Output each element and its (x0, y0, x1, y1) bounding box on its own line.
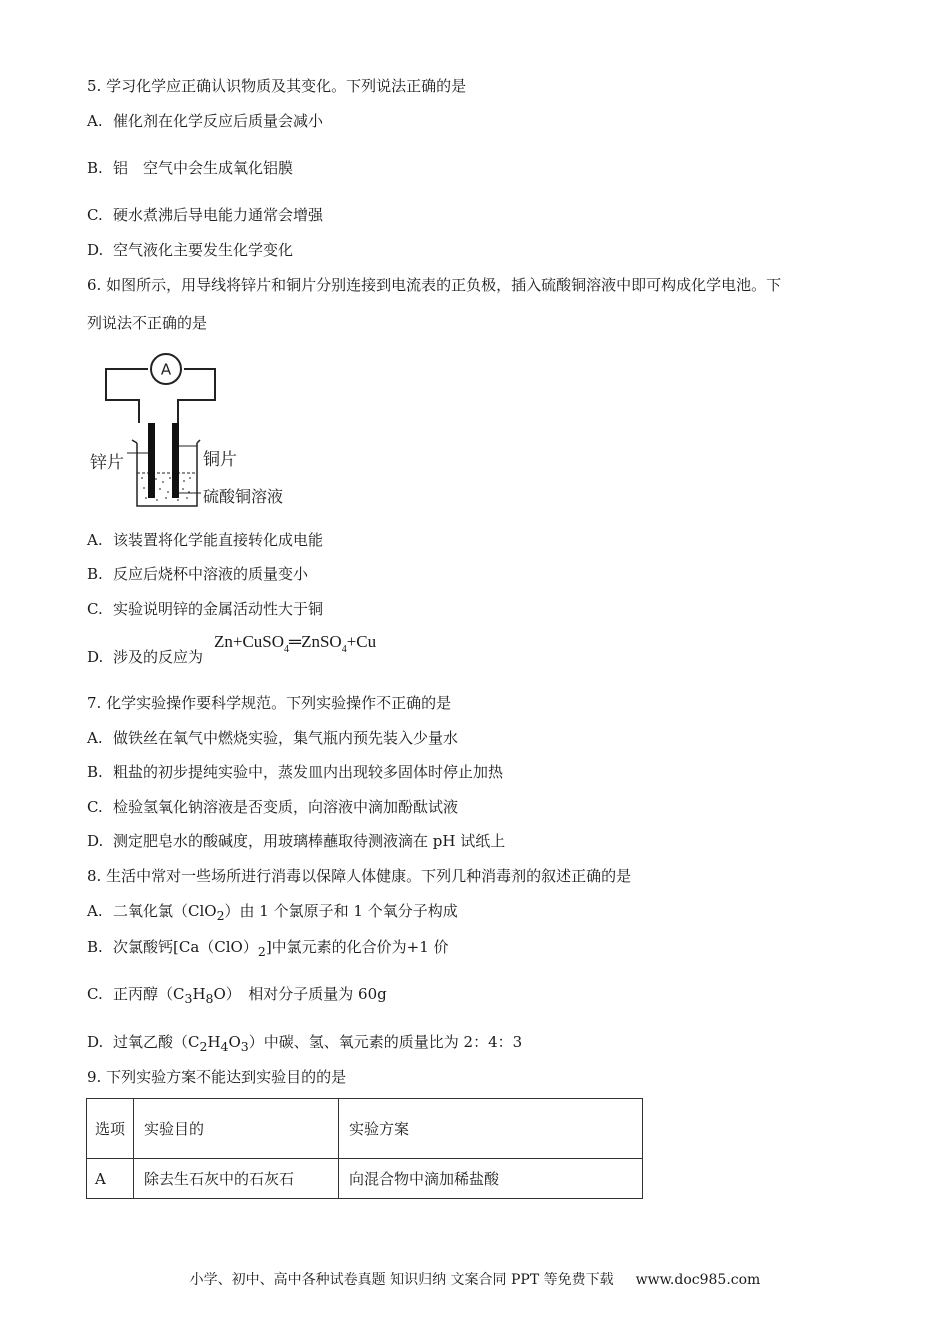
header-option: 选项 (87, 1099, 134, 1159)
galvanic-cell-diagram (86, 348, 306, 508)
q5-option-b: B. 铝 空气中会生成氧化铝膜 (87, 159, 294, 177)
q8-option-d: D. 过氧乙酸$(C_2H_4O_3)$中碳、氢、氧元素的质量比为 2：4：3 (87, 1033, 523, 1054)
zinc-electrode (148, 423, 155, 498)
q6-option-b: B. 反应后烧杯中溶液的质量变小 (87, 565, 309, 583)
q6-option-c: C. 实验说明锌的金属活动性大于铜 (87, 600, 324, 618)
q8-option-a: A. 二氧化氯（ClO$_2$）由 1 个氯原子和 1 个氧分子构成 (87, 902, 458, 923)
row-plan: 向混合物中滴加稀盐酸 (339, 1159, 643, 1199)
table-header-row (87, 1099, 643, 1159)
q8-option-c: C. 正丙醇$(C_3H_8O)$ 相对分子质量为 60g (87, 985, 387, 1006)
q8-option-b: B. 次氯酸钙$[Ca(ClO)_2]$中氯元素的化合价为+1 价 (87, 938, 449, 959)
q7-option-c: C. 检验氢氧化钠溶液是否变质，向溶液中滴加酚酞试液 (87, 798, 459, 816)
q6-option-d: D. 涉及的反应为 (87, 648, 204, 666)
page-footer (0, 1269, 950, 1289)
solution-label: 硫酸铜溶液 (203, 487, 284, 506)
q5-option-c: C. 硬水煮沸后导电能力通常会增强 (87, 206, 324, 224)
footer-site: www.doc985.com (635, 1272, 761, 1288)
header-purpose: 实验目的 (134, 1099, 339, 1159)
q6-stem-line2: 列说法不正确的是 (87, 314, 208, 332)
q9-stem: 9. 下列实验方案不能达到实验目的的是 (87, 1068, 347, 1086)
copper-electrode (172, 423, 179, 498)
q9-table (86, 1098, 643, 1199)
q5-option-d: D. 空气液化主要发生化学变化 (87, 241, 294, 259)
q8-stem: 8. 生活中常对一些场所进行消毒以保障人体健康。下列几种消毒剂的叙述正确的是 (87, 867, 632, 885)
footer-text: 小学、初中、高中各种试卷真题 知识归纳 文案合同 PPT 等免费下载 (189, 1272, 614, 1288)
q5-option-a: A. 催化剂在化学反应后质量会减小 (87, 112, 324, 130)
row-option: A (87, 1159, 134, 1199)
q7-option-d: D. 测定肥皂水的酸碱度，用玻璃棒蘸取待测液滴在 pH 试纸上 (87, 832, 506, 850)
q6-option-a: A. 该装置将化学能直接转化成电能 (87, 531, 324, 549)
q7-stem: 7. 化学实验操作要科学规范。下列实验操作不正确的是 (87, 694, 452, 712)
table-row (87, 1159, 643, 1199)
row-purpose: 除去生石灰中的石灰石 (134, 1159, 339, 1199)
ammeter-label: A (160, 360, 172, 379)
q7-option-b: B. 粗盐的初步提纯实验中，蒸发皿内出现较多固体时停止加热 (87, 763, 504, 781)
header-plan: 实验方案 (339, 1099, 643, 1159)
zinc-label: 锌片 (90, 453, 124, 473)
reaction-equation: Zn+CuSO$_4$═ZnSO$_4$+Cu (214, 632, 377, 655)
q5-stem: 5. 学习化学应正确认识物质及其变化。下列说法正确的是 (87, 77, 467, 95)
q7-option-a: A. 做铁丝在氧气中燃烧实验，集气瓶内预先装入少量水 (87, 729, 459, 747)
copper-label: 铜片 (203, 450, 237, 470)
label-leader-lines (127, 446, 201, 493)
q6-stem-line1: 6. 如图所示，用导线将锌片和铜片分别连接到电流表的正负极，插入硫酸铜溶液中即可构成化学电池。下 (87, 276, 782, 294)
